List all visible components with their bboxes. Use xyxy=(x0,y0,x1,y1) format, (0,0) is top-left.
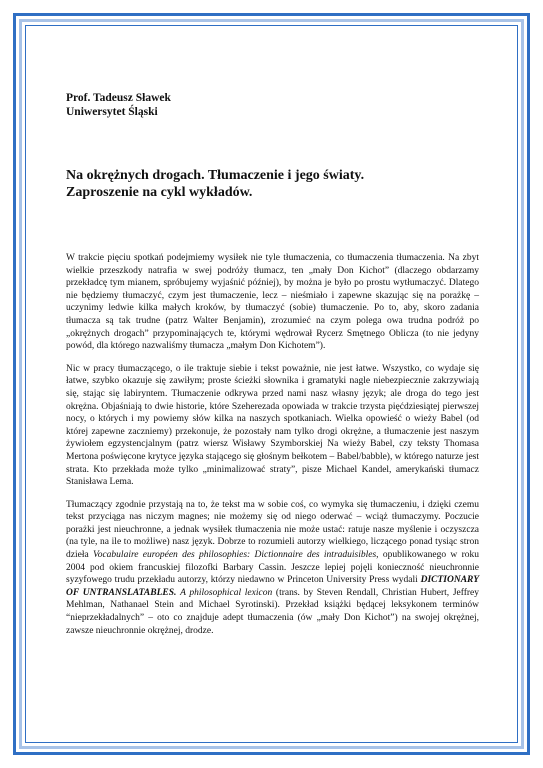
document-body xyxy=(66,252,479,637)
document-content xyxy=(66,92,479,637)
paragraph-3-text-b: , opublikowanego w roku 2004 pod okiem francuskiej filozofki Barbary Cassin. Jeszcze lepiej pojęli konieczność nieuchronnie syzyfowego trudu przekładu autorzy, którzy niedawno w Princeton University Press wydali xyxy=(66,550,479,586)
paragraph-3 xyxy=(66,499,479,638)
paragraph-3-book-title-dictionary: DICTIONARY OF UNTRANSLATABLES. xyxy=(66,575,479,598)
title-line-1: Na okrężnych drogach. Tłumaczenie i jego światy. xyxy=(66,168,365,183)
document-title xyxy=(66,168,479,201)
paragraph-3-book-subtitle: A philosophical lexicon xyxy=(180,587,273,598)
paragraph-3-text-d: (trans. by Steven Rendall, Christian Hubert, Jeffrey Mehlman, Nathanael Stein and Michael Syrotinski). Przekład książki będącej leksykonem terminów “nieprzekładalnych” – oto co znajduje adept tłumaczenia (ów „mały Don Kichot”) na swojej okrężnej, zawsze nieuchronnie okrężnej, drodze. xyxy=(66,587,480,636)
author-block xyxy=(66,92,479,119)
paragraph-3-book-title-vocabulaire: Vocabulaire européen des philosophies: Dictionnaire des intraduisibles xyxy=(92,550,377,561)
paragraph-3-text-a: Tłumaczący zgodnie przystają na to, że tekst ma w sobie coś, co wymyka się tłumaczeniu, i dzięki czemu tekst przyciąga nas niczym magnes; nie możemy się od niego oderwać – wciąż tłumaczymy. Poczucie porażki jest nieuchronne, a jednak wysiłek tłumaczenia nie może ustać: ratuje nasze myślenie i oczyszcza (na tyle, na ile to możliwe) nasz język. Dobrze to rozumieli autorzy wielkiego, liczącego ponad tysiąc stron dzieła xyxy=(66,499,479,561)
author-affiliation: Uniwersytet Śląski xyxy=(66,105,158,118)
title-line-2: Zaproszenie na cykl wykładów. xyxy=(66,184,253,200)
paragraph-1: W trakcie pięciu spotkań podejmiemy wysiłek nie tyle tłumaczenia, co tłumaczenia tłumaczenia. Na zbyt wielkie przeszkody natrafia w swej podróży tłumacz, ten „mały Don Kichot” (dlaczego obdarzamy przekładcę tym mianem, spróbujemy wyjaśnić później), by można je było po prostu wytłumaczyć. Dlatego nie będziemy tłumaczyć, czym jest tłumaczenie, lecz – nieśmiało i zapewne skazując się na porażkę – uczynimy ledwie kilka małych kroków, by tłumaczyć (sobie) tłumaczenie. Po to, aby, skoro zadania tłumacza są tak trudne (patrz Walter Benjamin), zrozumieć na czym polega owa trudna podróż po „okrężnych drogach” przypominających te, którymi wędrował Rycerz Smętnego Oblicza (to nie jedyny powód, dla którego nazwaliśmy tłumacza „małym Don Kichotem”). xyxy=(66,253,479,352)
author-name: Prof. Tadeusz Sławek xyxy=(66,92,171,104)
paragraph-2: Nic w pracy tłumaczącego, o ile traktuje siebie i tekst poważnie, nie jest łatwe. Wszystko, co wydaje się łatwe, szybko okazuje się zawiłym; proste ścieżki słownika i gramatyki nagle niebezpiecznie zakrzywiają się, stając się labiryntem. Tłumaczenie odkrywa przed nami nasz własny język; ale droga do tego jest okrężna. Objaśniają to dwie historie, które Szeherezada opowiada w trakcie trzysta pięćdziesiątej pierwszej nocy, o których i my powiemy słów kilka na naszych spotkaniach. Wielka opowieść o wieży Babel (od której zapewne zaczniemy) przekonuje, że pozostały nam tylko drogi okrężne, a tłumaczenie jest naszym żywiołem egzystencjalnym (patrz wiersz Wisławy Szymborskiej Na wieży Babel, czy teksty Thomasa Mertona poświęcone krytyce języka stającego się głośnym bełkotem – Babel/babble), w którego naturze jest strata. Kto przekłada może tylko „minimalizować straty”, pisze Michael Kandel, amerykański tłumacz Stanisława Lema. xyxy=(66,363,479,488)
